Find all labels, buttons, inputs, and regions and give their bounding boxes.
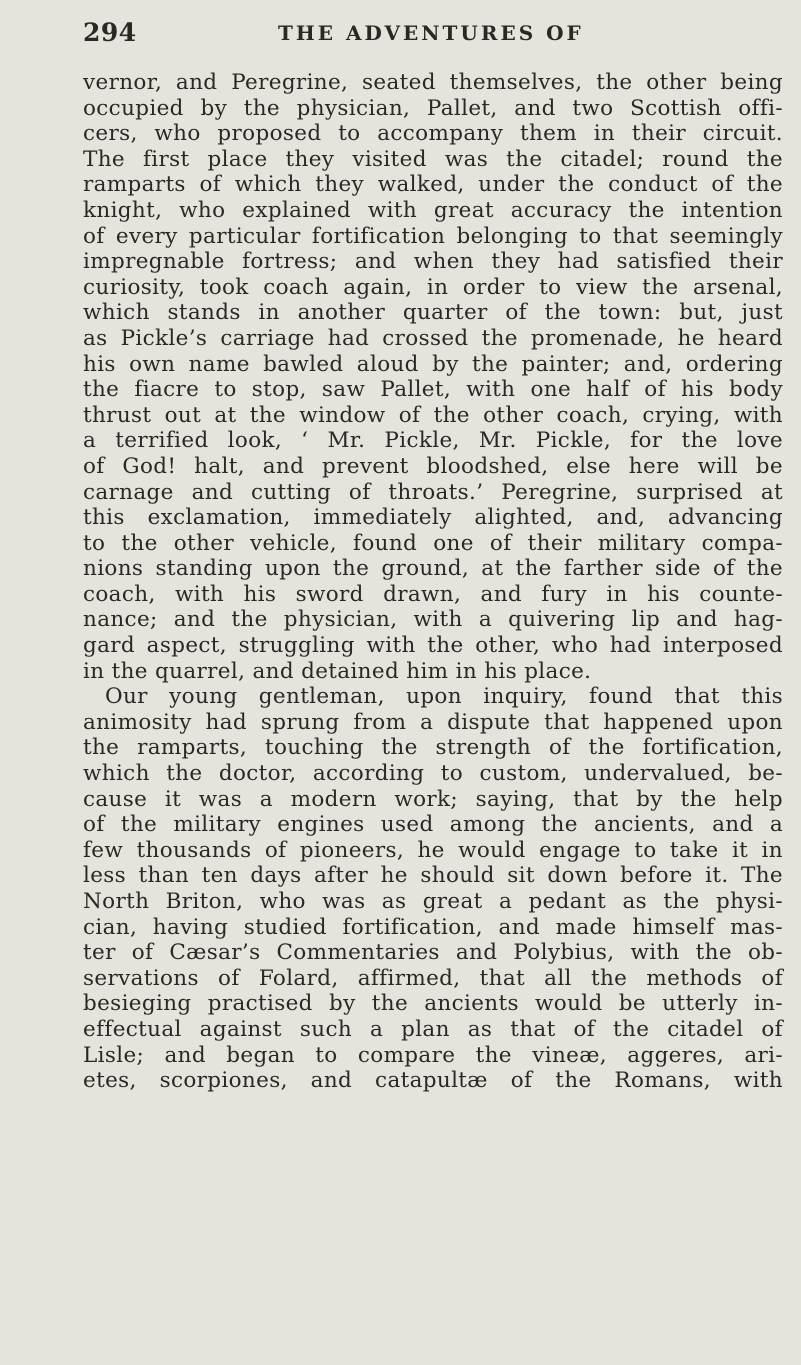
text-line: ter of Cæsar’s Commentaries and Polybius, with the ob-: [83, 940, 783, 966]
text-line: this exclamation, immediately alighted, and, advancing: [83, 505, 783, 531]
text-line: occupied by the physician, Pallet, and two Scottish offi-: [83, 95, 783, 121]
page-header: [83, 18, 723, 54]
text-line: vernor, and Peregrine, seated themselves, the other being: [83, 70, 783, 95]
running-head: THE ADVENTURES OF: [278, 21, 584, 45]
text-line: Lisle; and began to compare the vineæ, aggeres, ari-: [83, 1042, 783, 1068]
text-line: cers, who proposed to accompany them in their circuit.: [83, 121, 783, 147]
text-line: nions standing upon the ground, at the farther side of the: [83, 556, 783, 582]
text-line: effectual against such a plan as that of the citadel of: [83, 1016, 783, 1042]
text-line: North Briton, who was as great a pedant as the physi-: [83, 889, 783, 914]
text-line: knight, who explained with great accuracy the intention: [83, 197, 783, 223]
text-line: of every particular fortification belonging to that seemingly: [83, 223, 783, 249]
text-line: cian, having studied fortification, and made himself mas-: [83, 914, 783, 940]
text-line: a terrified look, ‘ Mr. Pickle, Mr. Pickle, for the love: [83, 428, 783, 454]
text-line: carnage and cutting of throats.’ Peregrine, surprised at: [83, 479, 783, 505]
text-line: besieging practised by the ancients would be utterly in-: [83, 991, 783, 1017]
text-line: as Pickle’s carriage had crossed the promenade, he heard: [83, 325, 783, 351]
text-line: which stands in another quarter of the town: but, just: [83, 300, 783, 326]
text-line: his own name bawled aloud by the painter; and, ordering: [83, 351, 783, 377]
page-number: 294: [83, 18, 137, 47]
text-line: of the military engines used among the ancients, and a: [83, 812, 783, 838]
text-line: to the other vehicle, found one of their military compa-: [83, 530, 783, 556]
text-line: etes, scorpiones, and catapultæ of the Romans, with: [83, 1068, 783, 1094]
text-line: servations of Folard, affirmed, that all the methods of: [83, 965, 783, 991]
paragraph-start-line: Our young gentleman, upon inquiry, found that this: [105, 684, 783, 710]
text-line: ramparts of which they walked, under the conduct of the: [83, 172, 783, 198]
text-line: the fiacre to stop, saw Pallet, with one half of his body: [83, 377, 783, 403]
text-line: of God! halt, and prevent bloodshed, else here will be: [83, 453, 783, 479]
text-line: coach, with his sword drawn, and fury in his counte-: [83, 581, 783, 607]
text-line: thrust out at the window of the other coach, crying, with: [83, 402, 783, 428]
text-line: nance; and the physician, with a quivering lip and hag-: [83, 607, 783, 633]
text-line: gard aspect, struggling with the other, who had interposed: [83, 633, 783, 659]
paragraph-end-line: in the quarrel, and detained him in his place.: [83, 658, 592, 684]
text-line: which the doctor, according to custom, undervalued, be-: [83, 761, 783, 787]
text-line: impregnable fortress; and when they had satisfied their: [83, 249, 783, 275]
text-line: The first place they visited was the citadel; round the: [83, 146, 783, 172]
text-line: less than ten days after he should sit down before it. The: [83, 863, 783, 889]
text-line: curiosity, took coach again, in order to view the arsenal,: [83, 274, 783, 300]
text-line: cause it was a modern work; saying, that by the help: [83, 786, 783, 812]
text-line: the ramparts, touching the strength of the fortification,: [83, 735, 783, 761]
text-line: animosity had sprung from a dispute that happened upon: [83, 709, 783, 735]
body-text: [83, 70, 783, 1094]
text-line: few thousands of pioneers, he would engage to take it in: [83, 837, 783, 863]
